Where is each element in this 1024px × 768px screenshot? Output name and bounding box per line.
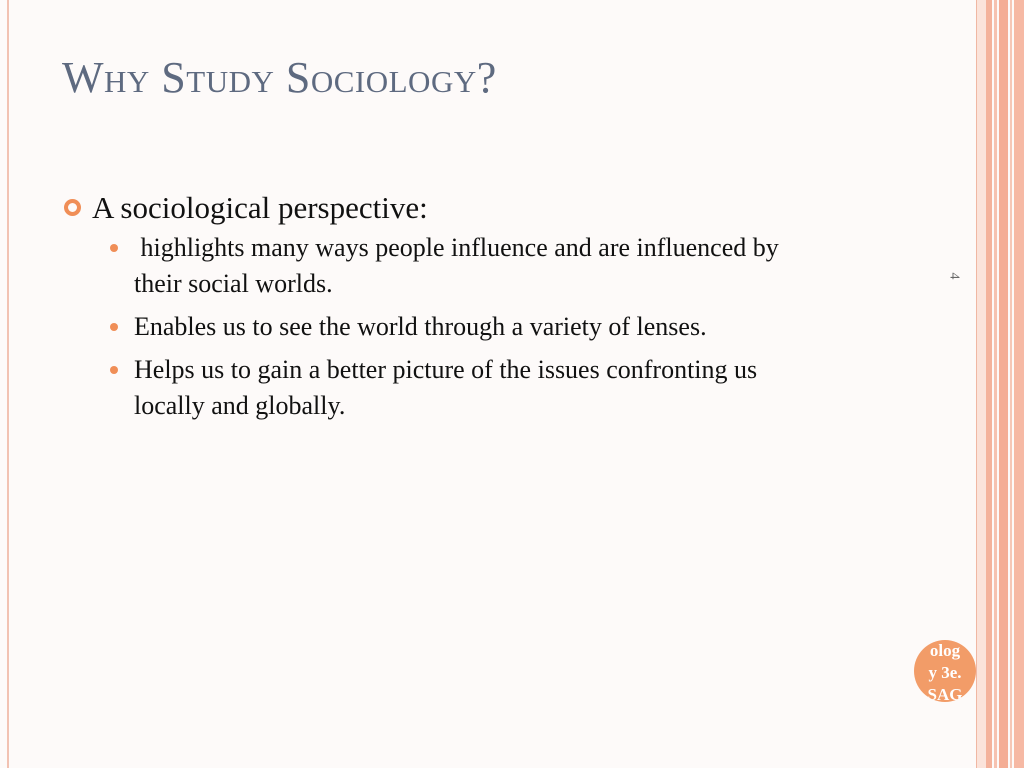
publisher-badge	[914, 640, 976, 702]
ring-bullet-icon	[64, 199, 81, 216]
right-stripe	[986, 0, 992, 768]
sub-bullet	[106, 230, 824, 302]
right-stripe	[994, 0, 997, 768]
sub-bullet-list	[64, 230, 824, 424]
sub-bullet-text: highlights many ways people influence and are influenced by their social worlds.	[134, 233, 786, 298]
sub-bullet	[106, 352, 824, 424]
dot-bullet-icon	[110, 366, 118, 374]
level1-text: A sociological perspective:	[92, 190, 428, 225]
sub-bullet-text: Enables us to see the world through a variety of lenses.	[134, 312, 707, 341]
sub-bullet-text: Helps us to gain a better picture of the issues confronting us locally and globally.	[134, 355, 758, 420]
badge-line: SAG	[927, 685, 963, 702]
dot-bullet-icon	[110, 323, 118, 331]
level1-bullet	[64, 186, 824, 230]
right-stripe	[999, 0, 1008, 768]
left-border	[7, 0, 9, 768]
right-stripe	[1010, 0, 1012, 768]
dot-bullet-icon	[110, 244, 118, 252]
slide-content	[64, 186, 824, 431]
sub-bullet	[106, 309, 824, 345]
badge-line: y 3e.	[928, 663, 962, 682]
slide-title: Why Study Sociology?	[62, 53, 497, 102]
badge-line: olog	[929, 641, 961, 660]
page-number: 4	[946, 272, 962, 280]
right-stripe	[1014, 0, 1024, 768]
